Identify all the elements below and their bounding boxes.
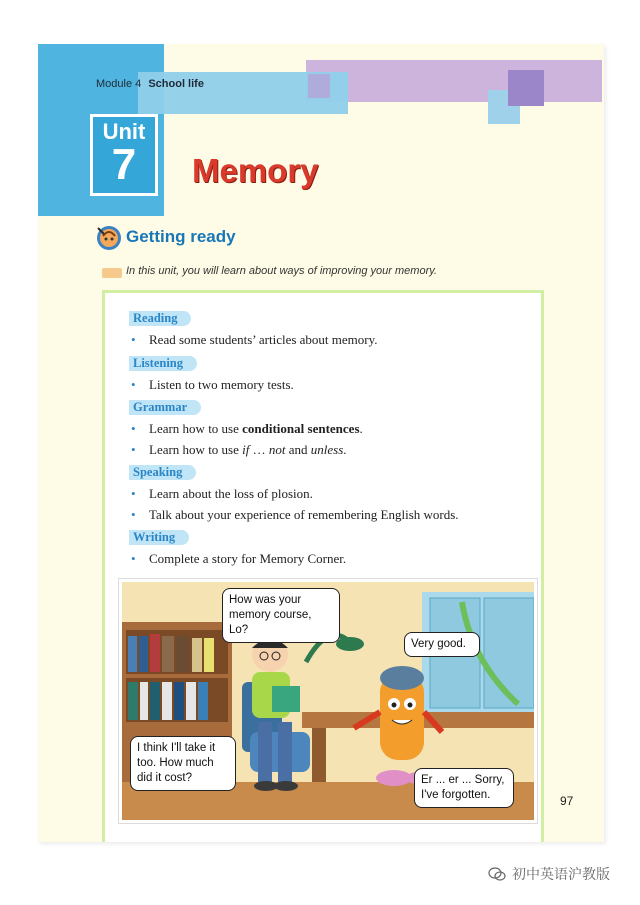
bullet-item: • Learn about the loss of plosion. [129, 486, 459, 502]
section-writing [129, 528, 346, 567]
unit-overview-box [102, 290, 544, 842]
unit-number: 7 [111, 140, 137, 189]
speech-bubble: How was your memory course, Lo? [222, 588, 340, 643]
chat-bubble-icon [488, 867, 506, 881]
unit-word: Unit [102, 119, 146, 144]
watermark [488, 864, 610, 884]
bullet-item: • Learn how to use if … not and unless. [129, 442, 363, 458]
textbook-page [38, 44, 604, 842]
speech-bubble: I think I'll take it too. How much did it cost? [130, 736, 236, 791]
intro-marker [102, 268, 122, 278]
decorative-square [308, 74, 330, 98]
bullet-item: • Learn how to use conditional sentences. [129, 421, 363, 437]
section-tag: Grammar [129, 400, 201, 415]
section-grammar [129, 398, 363, 458]
bullet-item: • Talk about your experience of remembering English words. [129, 507, 459, 523]
module-header [96, 78, 204, 90]
bullet-item: • Listen to two memory tests. [129, 377, 294, 393]
bullet-item: • Read some students’ articles about memory. [129, 332, 378, 348]
section-tag: Listening [129, 356, 197, 371]
brain-icon [94, 222, 124, 252]
unit-badge [90, 114, 158, 196]
intro-text: In this unit, you will learn about ways of improving your memory. [126, 265, 437, 277]
unit-title: Memory [192, 152, 319, 189]
section-listening [129, 354, 294, 393]
section-tag: Reading [129, 311, 191, 326]
speech-bubble: Er ... er ... Sorry, I've forgotten. [414, 768, 514, 808]
decorative-purple-band [306, 60, 602, 102]
section-reading [129, 309, 378, 348]
speech-bubble: Very good. [404, 632, 480, 657]
module-title: School life [148, 78, 204, 90]
bullet-item: • Complete a story for Memory Corner. [129, 551, 346, 567]
section-tag: Writing [129, 530, 189, 545]
page-number: 97 [560, 794, 574, 808]
watermark-text: 初中英语沪教版 [512, 867, 610, 883]
getting-ready-heading: Getting ready [126, 227, 236, 246]
comic-illustration [119, 579, 537, 823]
module-label: Module 4 [96, 78, 142, 90]
decorative-square [508, 70, 544, 106]
section-speaking [129, 463, 459, 523]
section-tag: Speaking [129, 465, 196, 480]
